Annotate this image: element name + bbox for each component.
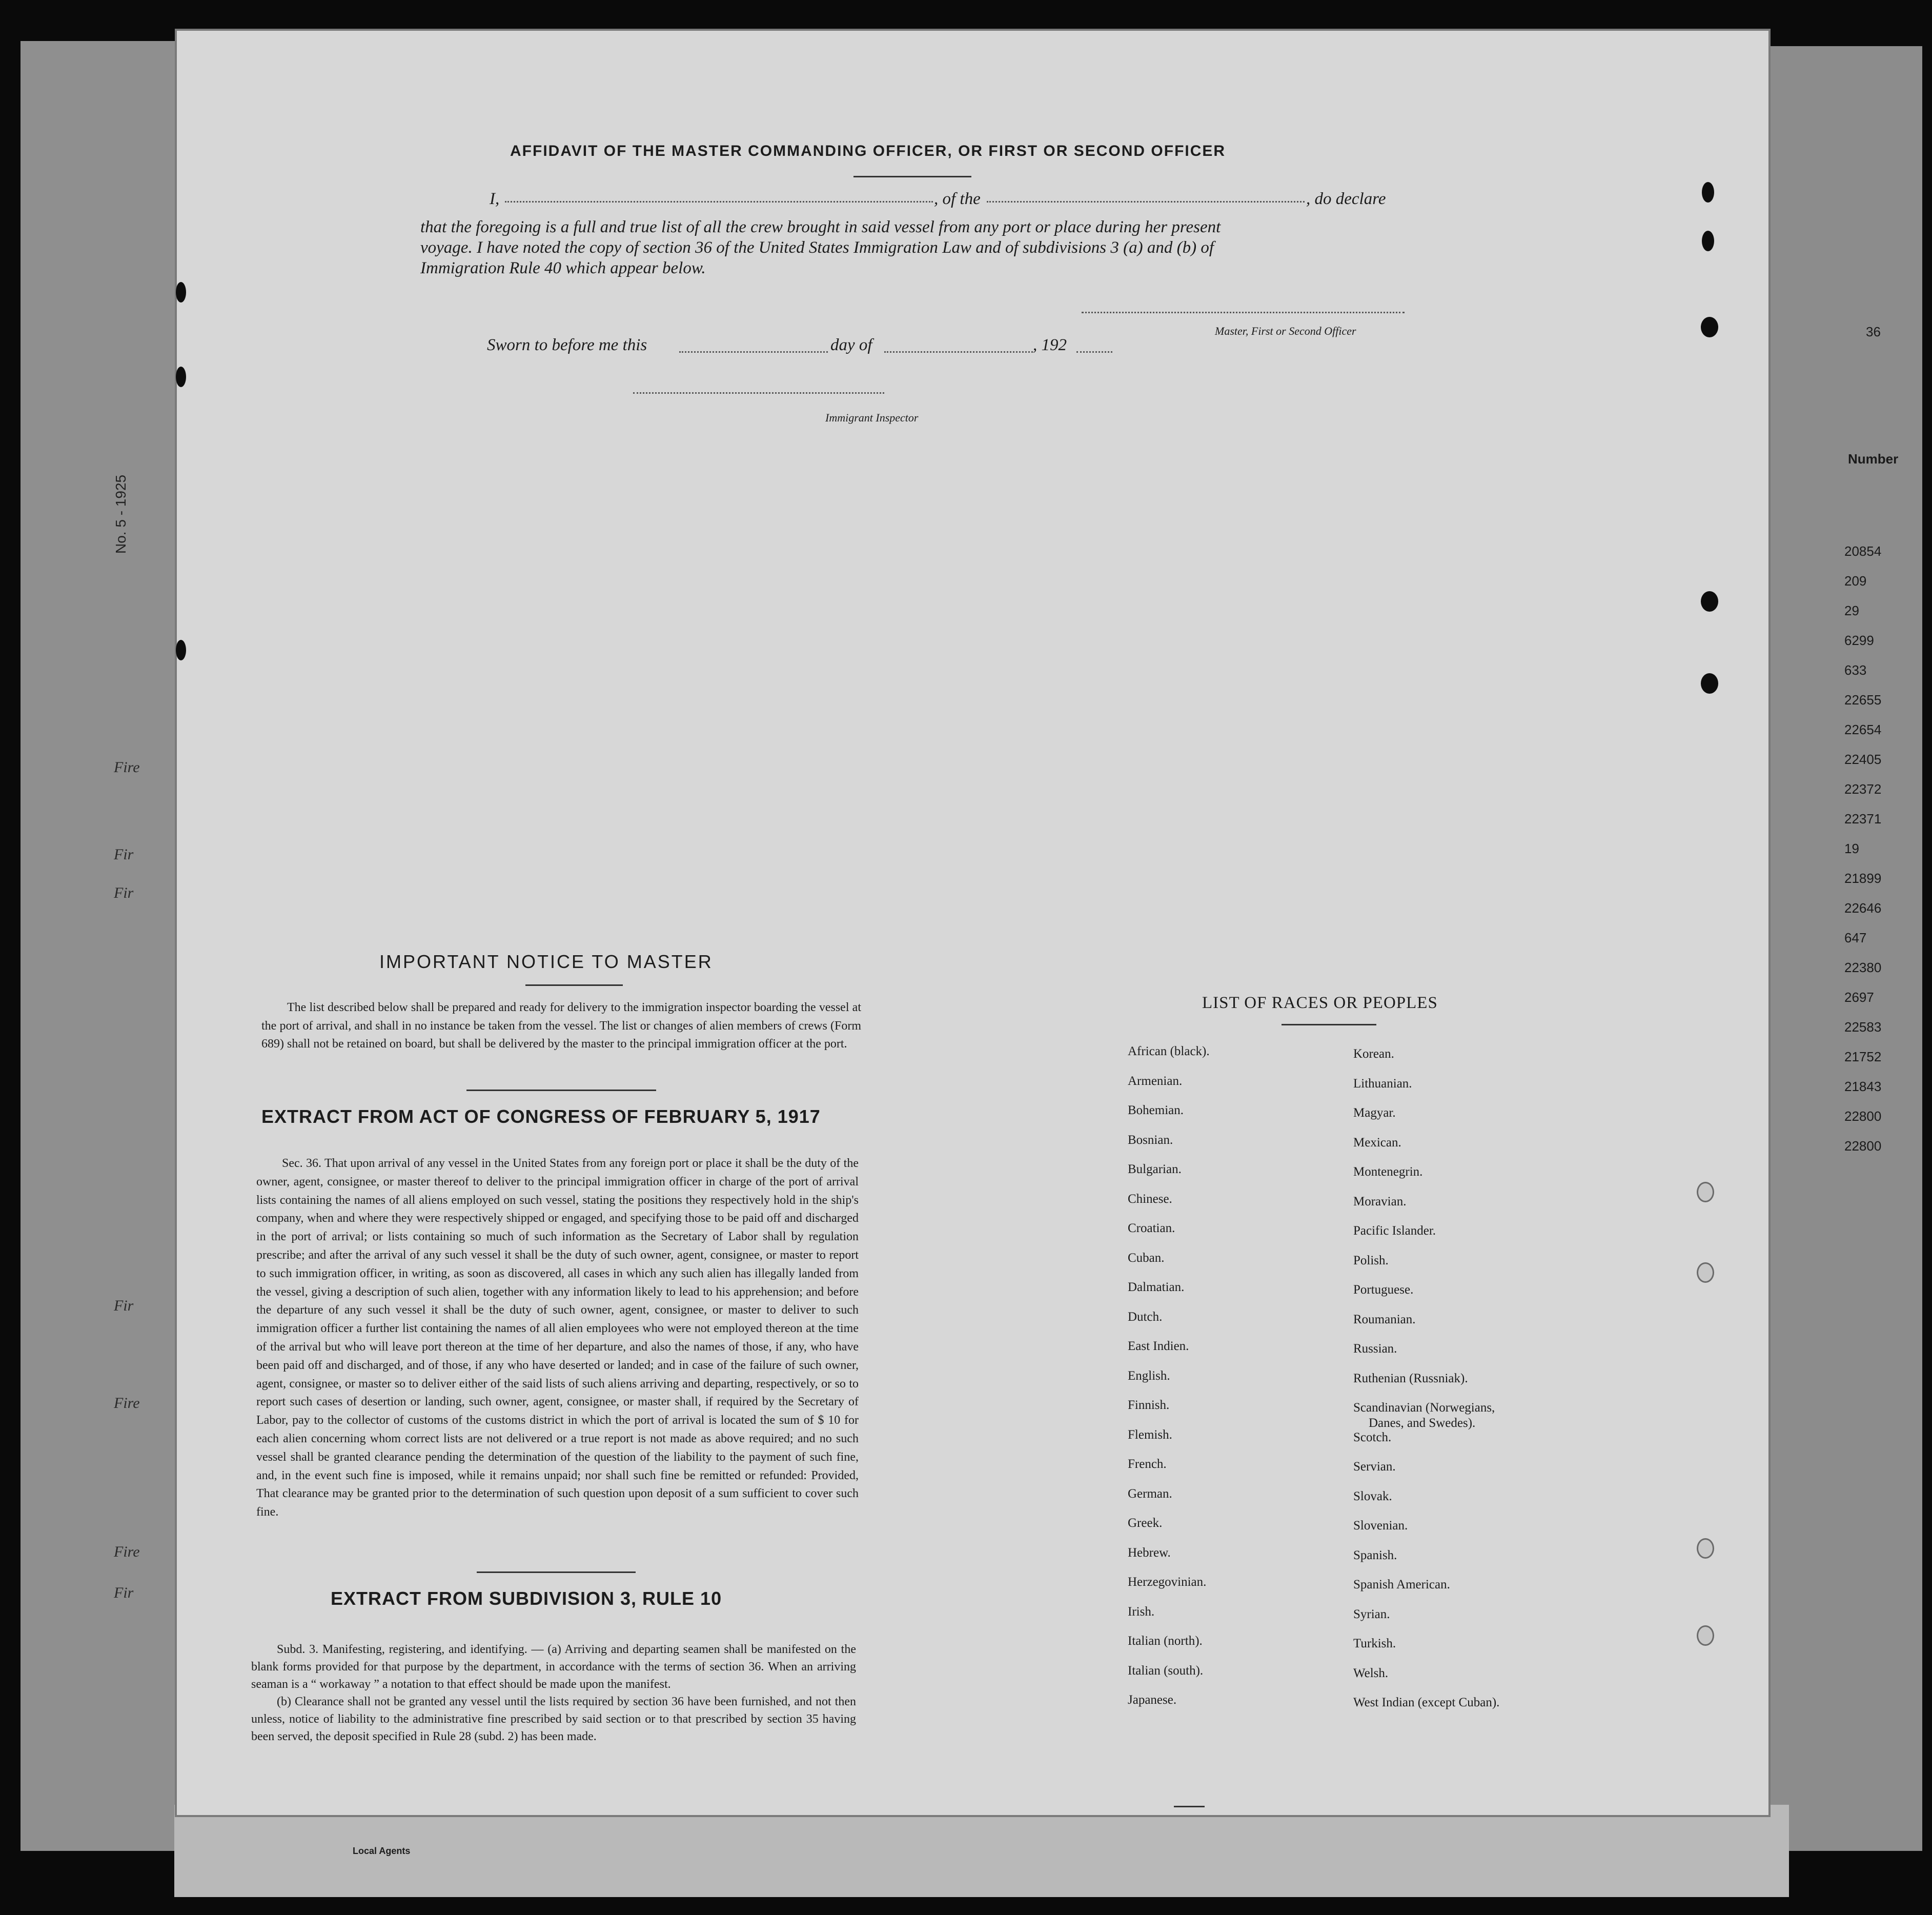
margin-number: 20854 bbox=[1844, 543, 1882, 559]
master-signature-line bbox=[1082, 312, 1405, 313]
binder-hole bbox=[1702, 182, 1714, 203]
margin-number: 647 bbox=[1844, 930, 1867, 945]
declare-vessel-blank bbox=[987, 201, 1305, 203]
race-item: Cuban. bbox=[1128, 1251, 1165, 1265]
left-stamp: No. 5 - 1925 bbox=[113, 474, 129, 554]
underlying-page-bottom bbox=[174, 1805, 1789, 1897]
margin-number: 22654 bbox=[1844, 722, 1882, 737]
race-item: Russian. bbox=[1353, 1342, 1397, 1356]
margin-note: Fir bbox=[114, 1584, 134, 1601]
races-title-rule bbox=[1282, 1024, 1376, 1025]
extract-act-paragraph: Sec. 36. That upon arrival of any vessel in the United States from any foreign port or place it shall be the duty of the owner, agent, consignee, or master thereof to deliver to the principal immigration officer in charge of the port of arrival lists containing the names of all aliens employed on such vessel, stating the positions they respectively hold in the ship's company, when and where they were respectively shipped or engaged, and specifying those to be paid off and discharged in the port of arrival; or lists containing so much of such information as the Secretary of Labor shall by regulation prescribe; and after the arrival of any such vessel it shall be the duty of such owner, agent, consignee, or master to report to such immigration officer, in writing, as soon as discovered, all cases in which any such alien has illegally landed from the vessel, giving a description of such alien, together with any information likely to lead to his apprehension; and before the departure of any such vessel it shall be the duty of such owner, agent, consignee, or master to deliver to such immigration officer a further list containing the names of all alien employees who were not employed thereon at the time of the arrival but who will leave port thereon at the time of her departure, and also the names of those, if any, who have been paid off and discharged, and of those, if any who have deserted or landed; and in case of the failure of such owner, agent, consignee, or master so to deliver either of the said lists of such aliens arriving and departing, respectively, or so to report such cases of desertion or landing, such owner, agent, consignee, or master shall, if required by the Secretary of Labor, pay to the collector of customs of the customs district in which the port of arrival is located the sum of $ 10 for each alien concerning whom correct lists are not delivered or a true report is not made as above required; and no such vessel shall be granted clearance pending the determination of the question of the liability to the payment of such fine, and, in the event such fine is imposed, while it remains unpaid; nor shall such fine be remitted or refunded: Provided, That clearance may be granted prior to the determination of such question upon deposit of a sum sufficient to cover such fine. bbox=[256, 1157, 859, 1519]
margin-number: 19 bbox=[1844, 841, 1859, 856]
right-page-number: 36 bbox=[1866, 324, 1881, 339]
margin-number: 21843 bbox=[1844, 1079, 1882, 1094]
sworn-day-of: day of bbox=[830, 336, 872, 354]
race-item: Servian. bbox=[1353, 1460, 1396, 1474]
margin-number: 22380 bbox=[1844, 960, 1882, 975]
margin-number: 22655 bbox=[1844, 692, 1882, 708]
margin-number: 29 bbox=[1844, 603, 1859, 618]
affidavit-title: AFFIDAVIT OF THE MASTER COMMANDING OFFICER, OR FIRST OR SECOND OFFICER bbox=[510, 143, 1226, 159]
margin-number: 633 bbox=[1844, 662, 1867, 678]
sworn-month-blank bbox=[884, 351, 1033, 353]
margin-number: 2697 bbox=[1844, 990, 1874, 1005]
declare-of-the: , of the bbox=[934, 190, 981, 208]
extract-act-end-rule bbox=[477, 1571, 636, 1573]
race-item: Bohemian. bbox=[1128, 1103, 1184, 1117]
binder-hole bbox=[176, 282, 186, 303]
binder-hole bbox=[1701, 591, 1718, 612]
extract-rule-para-b: (b) Clearance shall not be granted any vessel until the lists required by section 36 have been furnished, and not then unless, notice of liability to the administrative fine prescribed by said section or to that prescribed by section 35 having been served, the deposit specified in Rule 28 (subd. 2) has been made. bbox=[251, 1695, 856, 1743]
master-signature-label: Master, First or Second Officer bbox=[1215, 325, 1356, 337]
race-item: Moravian. bbox=[1353, 1194, 1407, 1208]
race-item: Italian (north). bbox=[1128, 1634, 1203, 1648]
declare-do-declare: , do declare bbox=[1306, 190, 1386, 208]
notice-paragraph: The list described below shall be prepared and ready for delivery to the immigration inspector boarding the vessel at the port of arrival, and shall in no instance be taken from the vessel. The list or changes of alien members of crews (Form 689) shall not be retained on board, but shall be delivered by the master to the principal immigration officer at the port. bbox=[261, 1001, 861, 1051]
race-item: Croatian. bbox=[1128, 1221, 1175, 1235]
race-item: Mexican. bbox=[1353, 1135, 1401, 1150]
extract-act-title: EXTRACT FROM ACT OF CONGRESS OF FEBRUARY 5, 1917 bbox=[261, 1106, 821, 1127]
race-item: Lithuanian. bbox=[1353, 1076, 1412, 1091]
race-item: Pacific Islander. bbox=[1353, 1224, 1436, 1238]
race-item: Spanish. bbox=[1353, 1548, 1397, 1562]
sworn-day-blank bbox=[679, 351, 828, 353]
race-item: Magyar. bbox=[1353, 1106, 1396, 1120]
race-item: Turkish. bbox=[1353, 1637, 1396, 1650]
inspector-signature-line bbox=[633, 392, 884, 394]
local-agents-label: Local Agents bbox=[353, 1846, 411, 1856]
race-item: Danes, and Swedes). bbox=[1369, 1416, 1476, 1430]
race-item: Portuguese. bbox=[1353, 1283, 1414, 1297]
margin-number: 22800 bbox=[1844, 1138, 1882, 1154]
margin-number: 22405 bbox=[1844, 752, 1882, 767]
race-item: African (black). bbox=[1128, 1044, 1210, 1058]
margin-note: Fire bbox=[114, 1395, 140, 1412]
margin-number: 6299 bbox=[1844, 633, 1874, 648]
margin-note: Fir bbox=[114, 884, 134, 901]
margin-number: 22372 bbox=[1844, 781, 1882, 797]
race-item: Syrian. bbox=[1353, 1607, 1390, 1621]
race-item: Welsh. bbox=[1353, 1666, 1389, 1680]
extract-rule-para-a: Subd. 3. Manifesting, registering, and identifying. — (a) Arriving and departing seamen shall be manifested on the blank forms provided for that purpose by the department, in accordance with the terms of section 36. When an arriving seaman is a “ workaway ” a notation to that effect should be made upon the manifest. bbox=[251, 1643, 856, 1691]
race-item: West Indian (except Cuban). bbox=[1353, 1696, 1500, 1709]
binder-hole bbox=[176, 640, 186, 660]
race-item: German. bbox=[1128, 1486, 1172, 1501]
manifest-back-page bbox=[177, 31, 1768, 1815]
race-item: Roumanian. bbox=[1353, 1312, 1416, 1326]
margin-note: Fire bbox=[114, 759, 140, 776]
margin-number: 22646 bbox=[1844, 900, 1882, 916]
right-column-header: Number bbox=[1848, 451, 1899, 467]
declare-name-blank bbox=[505, 201, 933, 203]
notice-rule bbox=[525, 984, 623, 986]
notice-title: IMPORTANT NOTICE TO MASTER bbox=[379, 951, 713, 972]
race-item: East Indien. bbox=[1128, 1339, 1189, 1353]
extract-rule-body bbox=[251, 1641, 856, 1745]
margin-number: 22371 bbox=[1844, 811, 1882, 827]
race-item: Armenian. bbox=[1128, 1074, 1183, 1088]
margin-number: 21899 bbox=[1844, 871, 1882, 886]
race-item: Greek. bbox=[1128, 1516, 1163, 1530]
binder-hole bbox=[1702, 231, 1714, 251]
race-item: Flemish. bbox=[1128, 1427, 1172, 1442]
affidavit-title-rule bbox=[853, 176, 971, 177]
race-item: Scotch. bbox=[1353, 1430, 1392, 1444]
affidavit-line-3: Immigration Rule 40 which appear below. bbox=[420, 259, 706, 277]
footer-dash bbox=[1174, 1806, 1205, 1807]
race-item: Dalmatian. bbox=[1128, 1280, 1185, 1294]
inspector-signature-label: Immigrant Inspector bbox=[825, 411, 919, 424]
race-item: Hebrew. bbox=[1128, 1545, 1171, 1560]
race-item: Herzegovinian. bbox=[1128, 1575, 1207, 1589]
race-item: Montenegrin. bbox=[1353, 1165, 1423, 1179]
race-item: Irish. bbox=[1128, 1604, 1155, 1619]
margin-note: Fir bbox=[114, 1297, 134, 1314]
binder-hole bbox=[176, 367, 186, 387]
race-item: Slovak. bbox=[1353, 1489, 1392, 1503]
race-item: Dutch. bbox=[1128, 1309, 1163, 1324]
binder-hole bbox=[1697, 1182, 1714, 1202]
margin-note: Fir bbox=[114, 846, 134, 863]
race-item: Finnish. bbox=[1128, 1398, 1170, 1412]
race-item: Japanese. bbox=[1128, 1693, 1177, 1707]
sworn-year: , 192 bbox=[1033, 336, 1067, 354]
notice-end-rule bbox=[466, 1090, 656, 1091]
extract-act-body bbox=[256, 1155, 859, 1522]
sworn-year-blank bbox=[1076, 351, 1112, 353]
race-item: Slovenian. bbox=[1353, 1519, 1408, 1533]
binder-hole bbox=[1701, 317, 1718, 337]
margin-number: 22800 bbox=[1844, 1108, 1882, 1124]
margin-note: Fire bbox=[114, 1543, 140, 1560]
margin-number: 209 bbox=[1844, 573, 1867, 589]
affidavit-line-2: voyage. I have noted the copy of section 36 of the United States Immigration Law and of subdivisions 3 (a) and (b) of bbox=[420, 238, 1214, 257]
race-item: Chinese. bbox=[1128, 1192, 1172, 1206]
margin-number: 21752 bbox=[1844, 1049, 1882, 1064]
binder-hole bbox=[1697, 1262, 1714, 1283]
race-item: Korean. bbox=[1353, 1047, 1394, 1061]
race-item: Bulgarian. bbox=[1128, 1162, 1182, 1176]
binder-hole bbox=[1701, 673, 1718, 694]
race-item: English. bbox=[1128, 1368, 1170, 1383]
sworn-prefix: Sworn to before me this bbox=[487, 336, 647, 354]
race-item: Ruthenian (Russniak). bbox=[1353, 1371, 1468, 1385]
race-item: Italian (south). bbox=[1128, 1663, 1204, 1678]
race-item: French. bbox=[1128, 1457, 1167, 1471]
margin-number: 22583 bbox=[1844, 1019, 1882, 1035]
races-title: LIST OF RACES OR PEOPLES bbox=[1202, 994, 1438, 1012]
race-item: Scandinavian (Norwegians, bbox=[1353, 1401, 1495, 1415]
affidavit-line-1: that the foregoing is a full and true list of all the crew brought in said vessel from any port or place during her present bbox=[420, 218, 1221, 236]
binder-hole bbox=[1697, 1538, 1714, 1559]
race-item: Spanish American. bbox=[1353, 1578, 1450, 1591]
binder-hole bbox=[1697, 1625, 1714, 1646]
notice-body bbox=[261, 999, 861, 1054]
race-item: Polish. bbox=[1353, 1253, 1389, 1267]
race-item: Bosnian. bbox=[1128, 1133, 1173, 1147]
extract-rule-title: EXTRACT FROM SUBDIVISION 3, RULE 10 bbox=[331, 1588, 722, 1609]
declare-i: I, bbox=[490, 190, 500, 208]
